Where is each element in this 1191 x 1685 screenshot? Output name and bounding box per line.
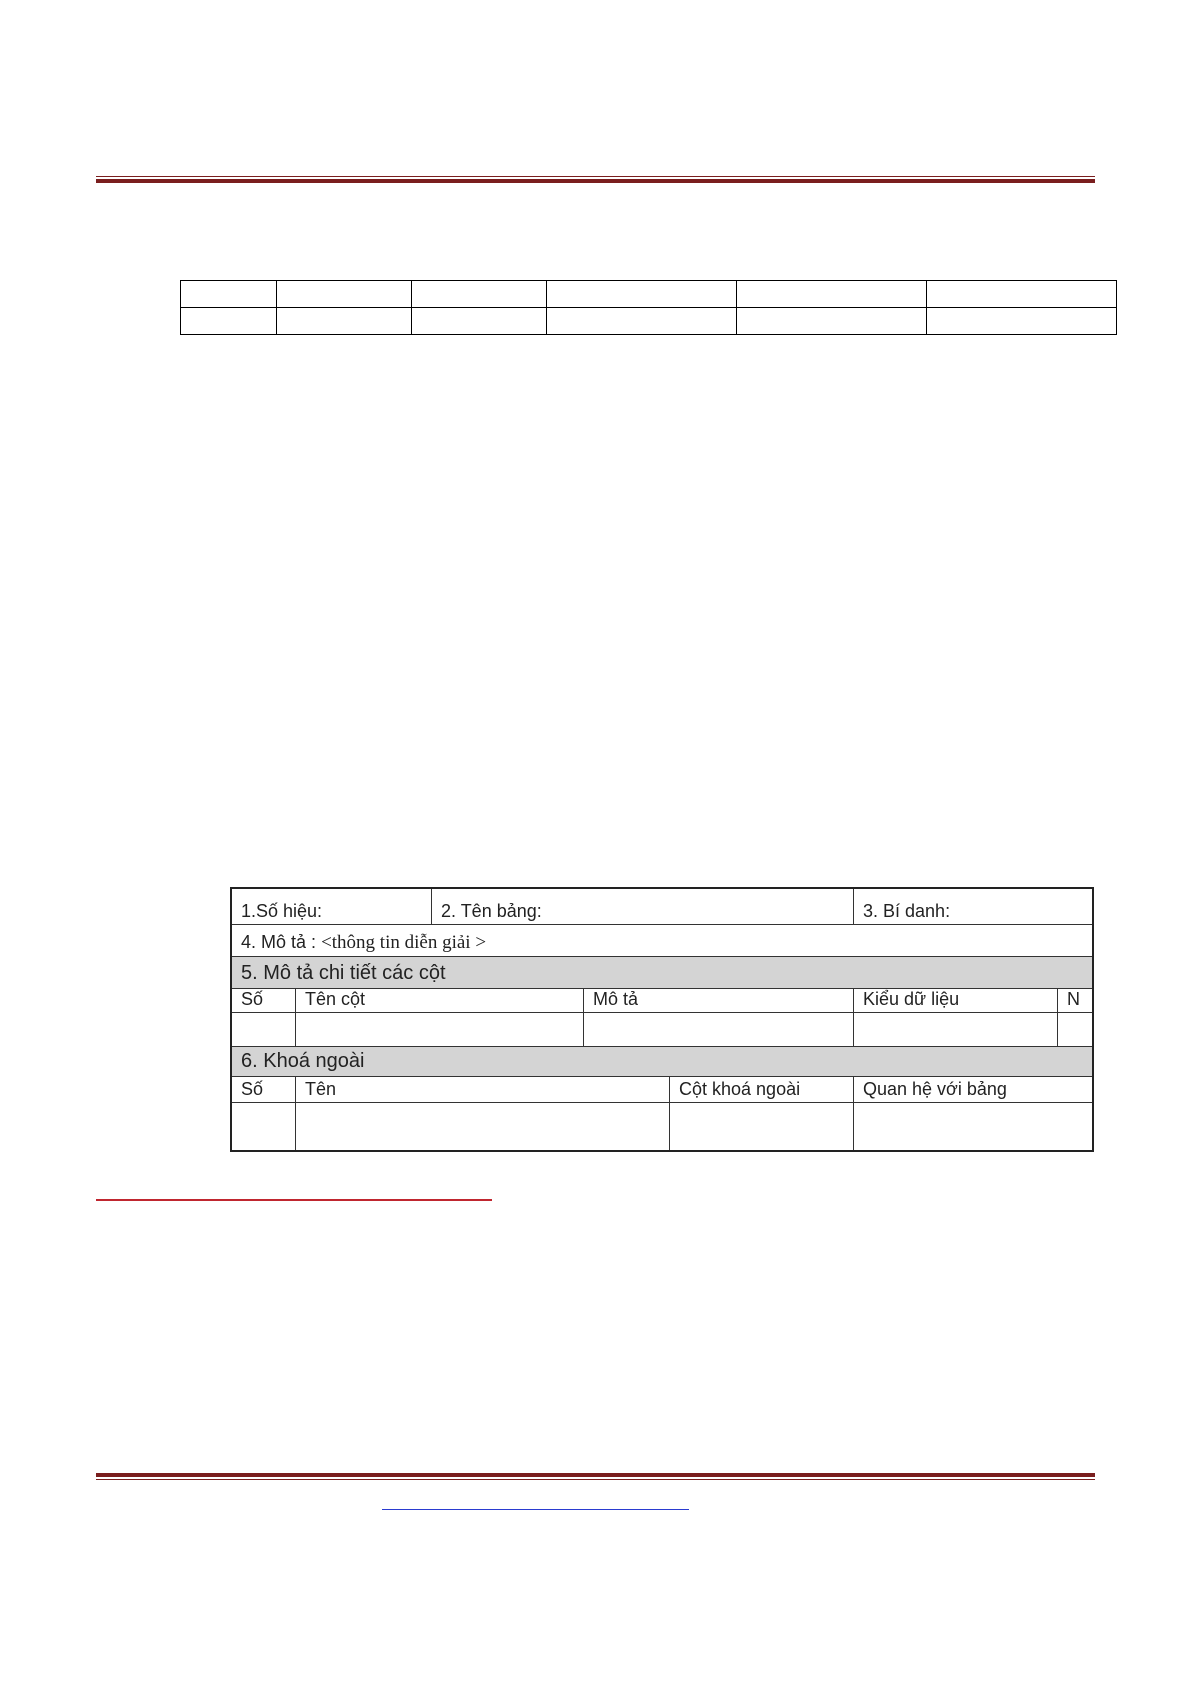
so-hieu-label: 1.Số hiệu: (241, 901, 323, 921)
section-5-header (232, 957, 1092, 989)
red-underline (96, 1199, 492, 1201)
section-6-header (232, 1047, 1092, 1077)
section-6-title: 6. Khoá ngoài (241, 1050, 365, 1072)
col-header-n: N (1067, 989, 1080, 1009)
mo-ta-label: 4. Mô tả : (241, 932, 317, 952)
table-row (232, 1103, 1092, 1150)
bi-danh-label: 3. Bí danh: (863, 901, 951, 921)
ten-bang-cell (432, 889, 854, 924)
ten-bang-label: 2. Tên bảng: (441, 901, 542, 921)
fk-header-cot-khoa-ngoai: Cột khoá ngoài (679, 1079, 801, 1099)
table-row (232, 1013, 1092, 1047)
bi-danh-cell (854, 889, 1092, 924)
table-spec-form (230, 887, 1094, 1152)
form-row-description (232, 925, 1092, 957)
table-row (181, 281, 1117, 308)
empty-grid-table (180, 280, 1117, 335)
col-header-kieu-du-lieu: Kiểu dữ liệu (863, 989, 960, 1009)
col-header-so: Số (241, 989, 264, 1009)
mo-ta-value: <thông tin diễn giải > (321, 932, 487, 953)
fk-header-so: Số (241, 1079, 264, 1099)
col-header-ten-cot: Tên cột (305, 989, 366, 1009)
so-hieu-cell (232, 889, 432, 924)
form-row-header (232, 889, 1092, 925)
col-header-mo-ta: Mô tả (593, 989, 639, 1009)
table-row (181, 308, 1117, 335)
section-5-title: 5. Mô tả chi tiết các cột (241, 962, 446, 984)
header-rule (96, 176, 1095, 183)
footer-link-underline[interactable] (382, 1509, 689, 1510)
fk-header-ten: Tên (305, 1079, 337, 1099)
footer-rule (96, 1473, 1095, 1480)
fk-header-quan-he: Quan hệ với bảng (863, 1079, 1007, 1099)
column-header-row (232, 989, 1092, 1013)
fk-header-row (232, 1077, 1092, 1103)
